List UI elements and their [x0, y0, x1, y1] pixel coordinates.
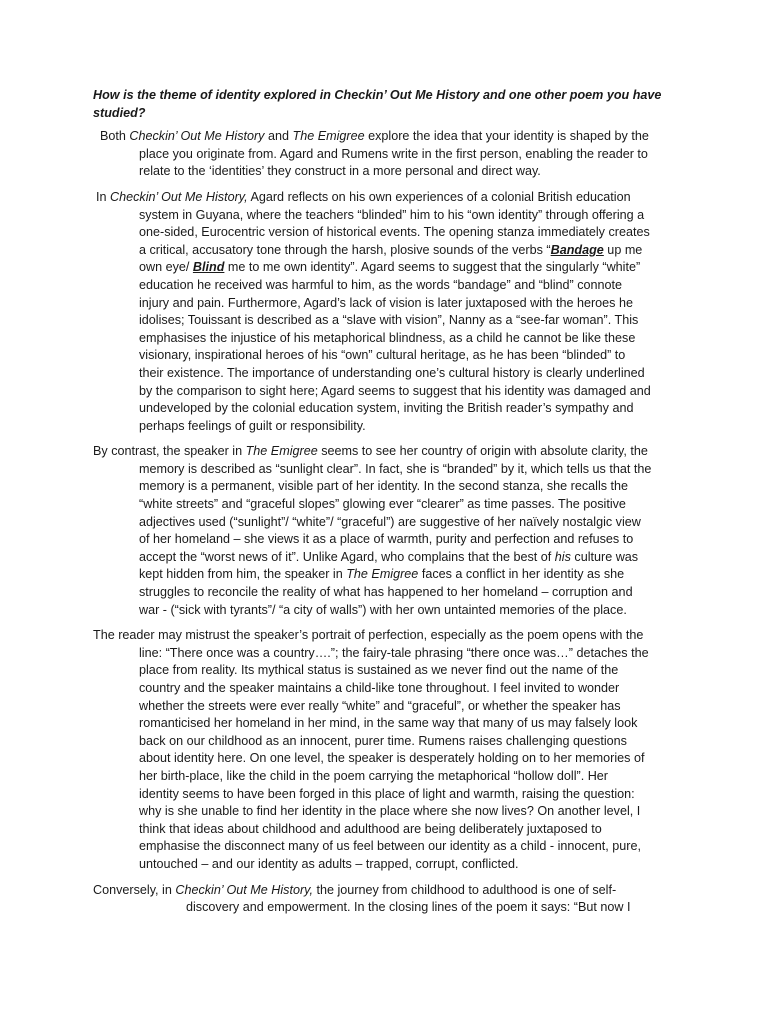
paragraph-line: romanticised her homeland in her mind, in the same way that many of us may falsely look — [139, 716, 638, 731]
paragraph-line: identity seems to have been forged in this place of light and warmth, raising the question: — [139, 786, 635, 801]
paragraph-line: “white streets” and “graceful slopes” glowing ever “clearer” as time passes. The positive — [139, 497, 626, 512]
emphasized-word: Blind — [192, 260, 225, 275]
paragraph-line: undeveloped by the colonial education system, inviting the British reader’s sympathy and — [139, 401, 634, 416]
paragraph-line: struggles to reconcile the reality of what has happened to her homeland – corruption and — [139, 585, 633, 600]
text-run: accept the “worst news of it”. Unlike Agard, who complains that the best of — [139, 549, 555, 564]
paragraph-line: untouched – and our identity as adults – trapped, corrupt, conflicted. — [139, 856, 519, 871]
paragraph-line: back on our childhood as an innocent, purer time. Rumens raises challenging questions — [139, 733, 627, 748]
paragraph-line: one-sided, Eurocentric version of historical events. The opening stanza immediately creates — [139, 225, 650, 240]
paragraph-1 — [93, 128, 681, 181]
question-line: studied? — [93, 105, 146, 120]
paragraph-4 — [93, 627, 681, 873]
text-run: and — [264, 129, 293, 144]
paragraph-line: country and the speaker maintains a child-like tone throughout. I feel invited to wonder — [139, 681, 620, 695]
paragraph-line: about identity here. On one level, the speaker is desperately holding on to her memories of — [139, 751, 645, 766]
paragraph-line: injury and pain. Furthermore, Agard’s lack of vision is later juxtaposed with the heroes he — [139, 295, 633, 310]
poem-title: Checkin’ Out Me History, — [110, 189, 248, 204]
emphasized-word: his — [554, 549, 571, 564]
paragraph-3 — [93, 443, 681, 619]
poem-title: Checkin’ Out Me History, — [175, 882, 313, 897]
paragraph-line: relate to the ‘identities’ they construct in a more personal and direct way. — [139, 164, 541, 179]
paragraph-line: her birth-place, like the child in the poem carrying the metaphorical “hollow doll”. Her — [139, 768, 608, 783]
paragraph-line: place from reality. Its mythical status is sustained as we never find out the name of the — [139, 663, 619, 678]
text-run: culture was — [570, 549, 639, 564]
paragraph-line — [93, 259, 681, 277]
text-run: faces a conflict in her identity as she — [418, 567, 625, 582]
emphasized-word: Bandage — [550, 242, 604, 257]
paragraph-line: adjectives used (“sunlight”/ “white”/ “graceful”) are suggestive of her naïvely nostalgic view — [139, 514, 641, 529]
paragraph-line: emphasise the disconnect many of us feel between our identity as a child - innocent, pure, — [139, 839, 641, 854]
text-run: Conversely, in — [93, 882, 176, 897]
text-run: the journey from childhood to adulthood is one of self- — [313, 882, 617, 897]
paragraph-line: memory is described as “sunlight clear”. In fact, she is “branded” by it, which tells us that the — [139, 461, 652, 476]
paragraph-line: idolises; Touissant is described as a “slave with vision”, Nanny as a “see-far woman”. This — [139, 313, 639, 328]
text-run: kept hidden from him, the speaker in — [139, 567, 347, 582]
paragraph-line: by the comparison to sight here; Agard seems to suggest that his identity was damaged and — [139, 383, 651, 398]
paragraph-line — [93, 566, 681, 584]
paragraph-line: visionary, inspirational heroes of his “own” cultural heritage, as he has been “blinded” to — [139, 348, 626, 363]
paragraph-line: of her homeland – she views it as a place of warmth, purity and perfection and refuses to — [139, 532, 634, 547]
paragraph-line — [93, 549, 681, 567]
poem-title: The Emigree — [292, 129, 365, 144]
text-run: Both — [100, 129, 130, 144]
text-run: Agard reflects on his own experiences of a colonial British education — [247, 189, 631, 204]
text-run: up me — [603, 242, 643, 257]
paragraph-line: place you originate from. Agard and Rumens write in the first person, enabling the reader to — [139, 146, 648, 161]
paragraph-line — [93, 882, 681, 900]
poem-title: The Emigree — [245, 444, 318, 459]
text-run: By contrast, the speaker in — [93, 444, 246, 459]
paragraph-line: system in Guyana, where the teachers “blinded” him to his “own identity” through offering a — [139, 207, 645, 222]
text-run: explore the idea that your identity is shaped by the — [364, 129, 649, 144]
essay-question — [93, 87, 681, 122]
text-run: seems to see her country of origin with absolute clarity, the — [317, 444, 648, 459]
paragraph-line: war - (“sick with tyrants”/ “a city of walls”) with her own untainted memories of the place. — [139, 602, 627, 617]
paragraph-line: emphasises the injustice of his metaphorical blindness, as a child he cannot be like these — [139, 330, 636, 345]
paragraph-line — [93, 128, 681, 146]
paragraph-2 — [93, 189, 681, 435]
paragraph-line: memory is a permanent, visible part of her identity. In the second stanza, she recalls the — [139, 479, 629, 494]
text-run: own eye/ — [139, 260, 193, 275]
paragraph-line: their existence. The importance of understanding one’s cultural history is clearly underlined — [139, 365, 645, 380]
paragraph-line — [93, 242, 681, 260]
question-line: How is the theme of identity explored in Checkin’ Out Me History and one other poem you have — [93, 88, 662, 102]
paragraph-line: perhaps feelings of guilt or responsibility. — [139, 418, 366, 433]
poem-title: The Emigree — [346, 567, 419, 582]
text-run: me to me own identity”. Agard seems to suggest that the singularly “white” — [224, 260, 641, 275]
paragraph-line: The reader may mistrust the speaker’s portrait of perfection, especially as the poem opens with the — [93, 628, 644, 643]
paragraph-line — [93, 189, 681, 207]
paragraph-line: think that ideas about childhood and adulthood are being deliberately juxtaposed to — [139, 821, 602, 836]
paragraph-line: why is she unable to find her identity in the place where she now lives? On another level, I — [139, 804, 641, 819]
text-run: In — [96, 189, 111, 204]
paragraph-line: education he received was harmful to him, as the words “bandage” and “blind” connote — [139, 277, 623, 292]
paragraph-line: line: “There once was a country….”; the fairy-tale phrasing “there once was…” detaches the — [139, 645, 649, 660]
paragraph-line — [93, 443, 681, 461]
document-body — [93, 87, 681, 925]
poem-title: Checkin’ Out Me History — [129, 129, 265, 144]
paragraph-5 — [93, 882, 681, 917]
text-run: a critical, accusatory tone through the harsh, plosive sounds of the verbs “ — [139, 242, 551, 257]
paragraph-line: whether the streets were ever really “white” and “graceful”, or whether the speaker has — [139, 698, 621, 713]
paragraph-line: discovery and empowerment. In the closing lines of the poem it says: “But now I — [186, 900, 631, 915]
